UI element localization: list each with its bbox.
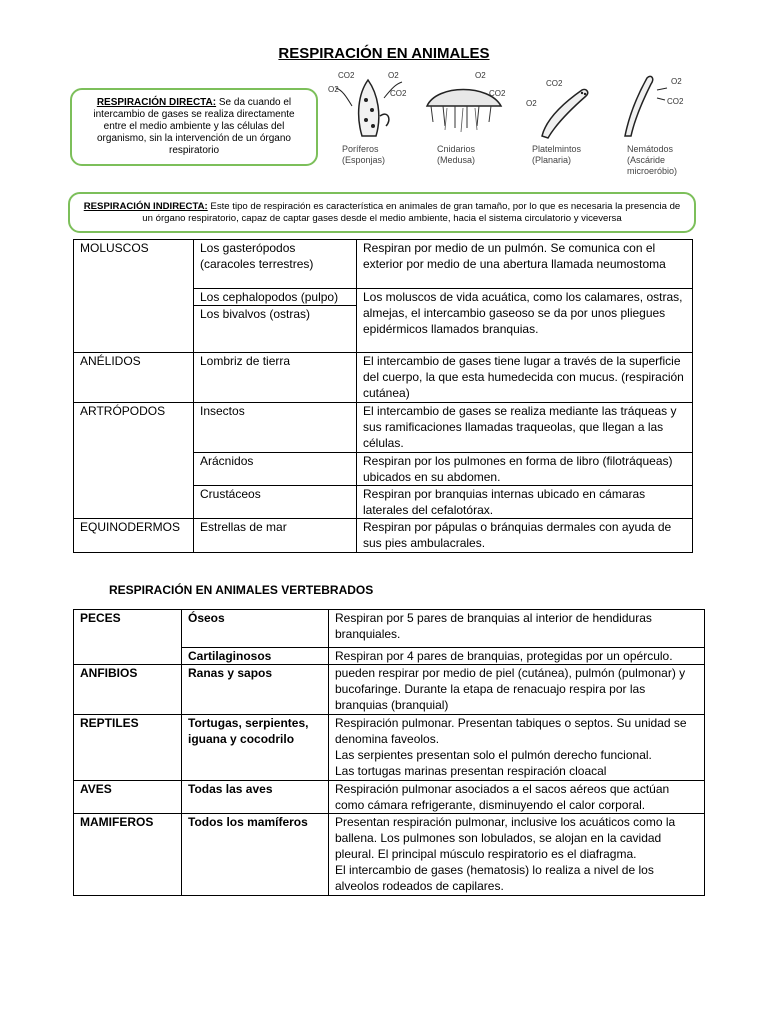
nematoda-figure — [607, 66, 702, 176]
table-row — [74, 715, 705, 781]
type-cell: Ranas y sapos — [182, 665, 329, 715]
vertebrates-section-title: RESPIRACIÓN EN ANIMALES VERTEBRADOS — [109, 583, 374, 597]
table-row — [74, 781, 705, 814]
sponge-drawing — [322, 66, 417, 146]
description-line: Las serpientes presentan solo el pulmón derecho funcional. — [335, 748, 652, 762]
invertebrates-table — [73, 239, 693, 553]
table-row — [74, 610, 705, 648]
type-cell: Óseos — [182, 610, 329, 648]
co2-label: CO2 — [338, 71, 355, 80]
bivalves-label: Los bivalvos (ostras) — [200, 307, 311, 321]
description-cell: Respiran por 4 pares de branquias, protegidas por un opérculo. — [329, 648, 705, 665]
o2-label: O2 — [526, 99, 537, 108]
porifera-figure — [322, 66, 417, 170]
description-cell: Respiran por branquias internas ubicado en cámaras laterales del cefalotórax. — [357, 486, 693, 519]
indirect-respiration-box — [68, 192, 696, 233]
type-cell: Todos los mamíferos — [182, 814, 329, 896]
description-cell: Respiran por 5 pares de branquias al interior de hendiduras branquiales. — [329, 610, 705, 648]
cephalopods-label: Los cephalopodos (pulpo) — [194, 289, 356, 306]
page-title: RESPIRACIÓN EN ANIMALES — [278, 45, 490, 62]
type-cell — [194, 289, 357, 353]
description-cell: El intercambio de gases se realiza mediante las tráqueas y sus ramificaciones llamadas traqueolas, que llegan a las células. — [357, 403, 693, 453]
type-cell: Los gasterópodos (caracoles terrestres) — [194, 240, 357, 289]
porifera-caption: Poríferos (Esponjas) — [342, 144, 386, 165]
o2-label: O2 — [671, 77, 682, 86]
indirect-respiration-description: Este tipo de respiración es característica en animales de gran tamaño, por lo que es necesaria la presencia de un órgano respiratorio, capaz de captar gases desde el medio ambiente, hacia el sistema circulatorio y viceversa — [142, 200, 681, 224]
group-cell: PECES — [74, 610, 182, 665]
o2-label: O2 — [475, 71, 486, 80]
type-cell: Insectos — [194, 403, 357, 453]
roundworm-drawing — [607, 66, 702, 146]
type-cell: Estrellas de mar — [194, 519, 357, 553]
description-line: Las tortugas marinas presentan respiración cloacal — [335, 764, 607, 778]
indirect-respiration-text — [80, 201, 684, 225]
group-cell: ANÉLIDOS — [74, 353, 194, 403]
group-cell: AVES — [74, 781, 182, 814]
cnidaria-caption: Cnidarios (Medusa) — [437, 144, 476, 165]
type-cell: Arácnidos — [194, 453, 357, 486]
description-cell: Respiran por medio de un pulmón. Se comunica con el exterior por medio de una abertura llamada neumostoma — [357, 240, 693, 289]
type-cell: Tortugas, serpientes, iguana y cocodrilo — [182, 715, 329, 781]
o2-label: O2 — [388, 71, 399, 80]
o2-label: O2 — [328, 85, 339, 94]
indirect-respiration-label: RESPIRACIÓN INDIRECTA: — [83, 200, 208, 212]
description-cell: Respiran por los pulmones en forma de libro (filotráqueas) ubicados en su abdomen. — [357, 453, 693, 486]
animals-illustration — [322, 66, 702, 176]
group-cell: ARTRÓPODOS — [74, 403, 194, 519]
group-cell: ANFIBIOS — [74, 665, 182, 715]
description-cell: Respiración pulmonar asociados a el sacos aéreos que actúan como cámara refrigerante, disminuyendo el calor corporal. — [329, 781, 705, 814]
description-cell: El intercambio de gases tiene lugar a través de la superficie del cuerpo, la que esta humedecida con mucus. (respiración cutánea) — [357, 353, 693, 403]
description-cell — [329, 814, 705, 896]
table-row — [74, 665, 705, 715]
vertebrates-table — [73, 609, 705, 896]
group-cell: EQUINODERMOS — [74, 519, 194, 553]
direct-respiration-text — [82, 97, 306, 157]
description-line: Respiración pulmonar. Presentan tabiques o septos. Su unidad se denomina faveolos. — [335, 716, 687, 746]
type-cell: Cartilaginosos — [182, 648, 329, 665]
co2-label: CO2 — [546, 79, 563, 88]
co2-label: CO2 — [390, 89, 407, 98]
cnidaria-figure — [417, 66, 512, 170]
group-cell: REPTILES — [74, 715, 182, 781]
description-cell: Los moluscos de vida acuática, como los calamares, ostras, almejas, el intercambio gaseoso se da por unos pliegues epidérmicos llamados branquias. — [357, 289, 693, 353]
description-cell — [329, 715, 705, 781]
group-cell: MAMIFEROS — [74, 814, 182, 896]
group-cell: MOLUSCOS — [74, 240, 194, 353]
description-cell: Respiran por pápulas o bránquias dermales con ayuda de sus pies ambulacrales. — [357, 519, 693, 553]
nematoda-caption: Nemátodos (Ascáride microeróbio) — [627, 144, 678, 176]
table-row — [74, 353, 693, 403]
description-cell: pueden respirar por medio de piel (cutánea), pulmón (pulmonar) y bucofaringe. Durante la etapa de renacuajo respira por las branquias (branquial) — [329, 665, 705, 715]
co2-label: CO2 — [489, 89, 506, 98]
description-line: El intercambio de gases (hematosis) lo realiza a nivel de los alveolos rodeados de capilares. — [335, 863, 654, 893]
direct-respiration-label: RESPIRACIÓN DIRECTA: — [96, 97, 217, 108]
table-row — [74, 240, 693, 289]
direct-respiration-box — [70, 88, 318, 166]
type-cell: Crustáceos — [194, 486, 357, 519]
table-row — [74, 519, 693, 553]
platyhelminthes-figure — [512, 66, 607, 170]
description-line: Presentan respiración pulmonar, inclusive los acuáticos como la ballena. Los pulmones son lobulados, se alojan en la cavidad pleural. El principal músculo respiratorio es el diafragma. — [335, 815, 676, 861]
direct-respiration-description: Se da cuando el intercambio de gases se realiza directamente entre el medio ambiente y las células del organismo, sin la intervención de un órgano respiratorio — [93, 97, 295, 156]
platyhelminthes-caption: Platelmintos (Planaria) — [532, 144, 582, 165]
table-row — [74, 814, 705, 896]
type-cell: Todas las aves — [182, 781, 329, 814]
jellyfish-drawing — [417, 66, 512, 146]
planaria-drawing — [512, 66, 607, 146]
table-row — [74, 403, 693, 453]
co2-label: CO2 — [667, 97, 684, 106]
type-cell: Lombriz de tierra — [194, 353, 357, 403]
